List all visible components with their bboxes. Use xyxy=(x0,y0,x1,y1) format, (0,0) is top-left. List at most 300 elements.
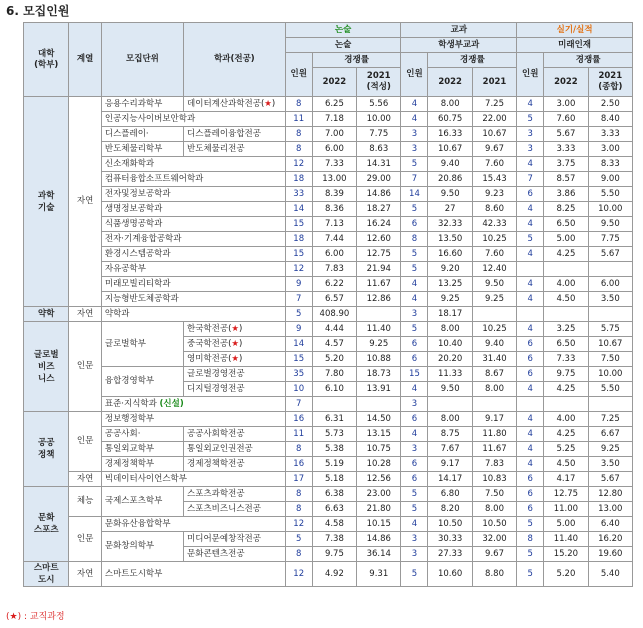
group-cell xyxy=(24,97,69,307)
unit-cell xyxy=(101,127,183,142)
unit-cell xyxy=(101,172,285,187)
unit-cell xyxy=(101,412,285,427)
header-type-subject: 교과 xyxy=(401,23,517,38)
subject-ratio-2022: 27 xyxy=(428,202,472,217)
practical-ratio-2021: 9.00 xyxy=(588,172,632,187)
header-univ: 대학 (학부) xyxy=(24,23,69,97)
practical-count: 6 xyxy=(517,352,544,367)
subject-count: 3 xyxy=(401,442,428,457)
subject-ratio-2022: 13.25 xyxy=(428,277,472,292)
header-count-subject: 인원 xyxy=(401,53,428,97)
practical-ratio-2022: 3.75 xyxy=(544,157,588,172)
practical-count: 6 xyxy=(517,487,544,502)
unit-cell xyxy=(101,427,183,442)
practical-count: 4 xyxy=(517,322,544,337)
practical-count: 6 xyxy=(517,472,544,487)
group-label: 정책 xyxy=(37,450,55,460)
dept-cell xyxy=(184,337,286,352)
subject-ratio-2022: 9.17 xyxy=(428,457,472,472)
table-row xyxy=(24,262,633,277)
dept-label: 데이터계산과학전공 xyxy=(187,98,261,109)
essay-ratio-2022: 6.57 xyxy=(312,292,356,307)
practical-ratio-2022: 4.50 xyxy=(544,457,588,472)
unit-cell xyxy=(101,517,285,532)
group-cell xyxy=(24,307,69,322)
admission-table xyxy=(23,22,633,587)
unit-cell xyxy=(101,187,285,202)
practical-count xyxy=(517,262,544,277)
subject-count: 4 xyxy=(401,292,428,307)
dept-label: 디지털경영전공 xyxy=(187,383,245,394)
essay-count: 16 xyxy=(285,457,312,472)
practical-ratio-2022: 7.33 xyxy=(544,352,588,367)
practical-count: 4 xyxy=(517,277,544,292)
dept-label: 스포츠비즈니스전공 xyxy=(187,503,261,514)
practical-ratio-2022 xyxy=(544,397,588,412)
subject-count: 3 xyxy=(401,532,428,547)
essay-ratio-2022: 5.18 xyxy=(312,472,356,487)
practical-ratio-2022: 4.50 xyxy=(544,292,588,307)
subject-count: 3 xyxy=(401,397,428,412)
subject-ratio-2021: 10.25 xyxy=(472,232,516,247)
field-cell: 자연 xyxy=(69,562,101,587)
table-row xyxy=(24,187,633,202)
table-body xyxy=(24,97,633,587)
subject-count: 6 xyxy=(401,352,428,367)
subject-count: 5 xyxy=(401,157,428,172)
group-label: 스마트 xyxy=(33,563,59,573)
essay-count: 11 xyxy=(285,112,312,127)
subject-ratio-2022: 10.67 xyxy=(428,142,472,157)
practical-count: 6 xyxy=(517,187,544,202)
essay-count: 8 xyxy=(285,127,312,142)
unit-label: 융합경영학부 xyxy=(104,376,155,386)
essay-ratio-2021: 5.56 xyxy=(357,97,401,112)
field-cell: 체능 xyxy=(69,487,101,517)
essay-count: 12 xyxy=(285,562,312,587)
subject-ratio-2021: 12.40 xyxy=(472,262,516,277)
dept-cell xyxy=(184,502,286,517)
unit-label: 응용수리과학부 xyxy=(104,98,163,109)
table-row xyxy=(24,442,633,457)
subject-ratio-2021 xyxy=(472,307,516,322)
unit-label: 빅데이터사이언스학부 xyxy=(104,473,187,484)
practical-ratio-2022: 3.33 xyxy=(544,142,588,157)
practical-ratio-2022: 11.00 xyxy=(544,502,588,517)
essay-ratio-2021: 21.94 xyxy=(357,262,401,277)
subject-ratio-2022: 27.33 xyxy=(428,547,472,562)
unit-label: 문화창의학부 xyxy=(104,541,155,551)
field-cell: 자연 xyxy=(69,97,101,307)
dept-label: 글로벌경영전공 xyxy=(187,368,245,379)
practical-ratio-2022 xyxy=(544,262,588,277)
subject-ratio-2022: 32.33 xyxy=(428,217,472,232)
subject-ratio-2021: 22.00 xyxy=(472,112,516,127)
subject-ratio-2021: 11.67 xyxy=(472,442,516,457)
group-label: 도시 xyxy=(37,575,55,585)
unit-cell xyxy=(101,232,285,247)
practical-ratio-2022: 7.60 xyxy=(544,112,588,127)
essay-count: 7 xyxy=(285,397,312,412)
essay-ratio-2021: 14.31 xyxy=(357,157,401,172)
subject-count: 4 xyxy=(401,112,428,127)
practical-ratio-2021: 5.50 xyxy=(588,187,632,202)
dept-label: 문화콘텐츠전공 xyxy=(187,548,245,559)
practical-count: 5 xyxy=(517,112,544,127)
subject-ratio-2021: 11.80 xyxy=(472,427,516,442)
subject-ratio-2022: 8.75 xyxy=(428,427,472,442)
star-icon: ★ xyxy=(231,338,240,349)
essay-ratio-2021: 36.14 xyxy=(357,547,401,562)
essay-count: 8 xyxy=(285,487,312,502)
essay-ratio-2022: 6.22 xyxy=(312,277,356,292)
essay-ratio-2021: 13.91 xyxy=(357,382,401,397)
practical-ratio-2022: 5.00 xyxy=(544,517,588,532)
header-2022-practical: 2022 xyxy=(544,68,588,97)
subject-count: 5 xyxy=(401,262,428,277)
dept-cell xyxy=(184,487,286,502)
subject-count: 3 xyxy=(401,142,428,157)
group-label: 약학 xyxy=(37,309,55,319)
essay-ratio-2022: 7.00 xyxy=(312,127,356,142)
essay-ratio-2021: 7.75 xyxy=(357,127,401,142)
table-row xyxy=(24,532,633,547)
header-ratio-practical: 경쟁률 xyxy=(544,53,633,68)
subject-ratio-2022: 10.50 xyxy=(428,517,472,532)
subject-ratio-2021: 31.40 xyxy=(472,352,516,367)
section-title: 6. 모집인원 xyxy=(6,4,70,18)
unit-label: 환경시스템공학과 xyxy=(104,248,171,259)
unit-cell xyxy=(101,217,285,232)
star-icon: ★ xyxy=(231,353,240,364)
subject-count: 3 xyxy=(401,547,428,562)
practical-ratio-2022: 5.20 xyxy=(544,562,588,587)
practical-ratio-2022: 8.25 xyxy=(544,202,588,217)
unit-cell xyxy=(101,322,183,367)
subject-ratio-2021: 8.80 xyxy=(472,562,516,587)
essay-ratio-2021: 12.75 xyxy=(357,247,401,262)
dept-label: 경제정책학전공 xyxy=(187,458,245,469)
essay-ratio-2021: 29.00 xyxy=(357,172,401,187)
header-2021-essay: 2021 (적성) xyxy=(357,68,401,97)
table-row xyxy=(24,172,633,187)
essay-ratio-2021: 21.80 xyxy=(357,502,401,517)
essay-ratio-2021: 13.15 xyxy=(357,427,401,442)
essay-count: 14 xyxy=(285,337,312,352)
essay-ratio-2021: 10.28 xyxy=(357,457,401,472)
practical-ratio-2021: 7.75 xyxy=(588,232,632,247)
practical-ratio-2021: 8.40 xyxy=(588,112,632,127)
unit-cell xyxy=(101,307,285,322)
footnote: (★) : 교직과정 xyxy=(6,612,65,622)
unit-cell xyxy=(101,292,285,307)
subject-count: 4 xyxy=(401,382,428,397)
dept-label-open: ( xyxy=(260,98,265,109)
subject-ratio-2021: 42.33 xyxy=(472,217,516,232)
essay-ratio-2021: 12.60 xyxy=(357,232,401,247)
practical-ratio-2021: 8.33 xyxy=(588,157,632,172)
unit-label: 디스플레이· xyxy=(104,128,149,139)
essay-ratio-2022: 5.20 xyxy=(312,352,356,367)
unit-cell xyxy=(101,277,285,292)
field-cell: 인문 xyxy=(69,517,101,562)
essay-ratio-2022: 7.44 xyxy=(312,232,356,247)
dept-cell xyxy=(184,127,286,142)
essay-ratio-2021: 12.86 xyxy=(357,292,401,307)
practical-count: 4 xyxy=(517,442,544,457)
essay-ratio-2022: 4.58 xyxy=(312,517,356,532)
unit-label: 신소재화학과 xyxy=(104,158,155,169)
subject-count: 8 xyxy=(401,232,428,247)
practical-ratio-2021: 13.00 xyxy=(588,502,632,517)
practical-ratio-2022: 4.17 xyxy=(544,472,588,487)
subject-ratio-2021: 10.83 xyxy=(472,472,516,487)
practical-ratio-2021: 10.67 xyxy=(588,337,632,352)
table-row xyxy=(24,427,633,442)
essay-ratio-2022 xyxy=(312,397,356,412)
table-row xyxy=(24,217,633,232)
practical-ratio-2021: 10.00 xyxy=(588,367,632,382)
dept-cell xyxy=(184,322,286,337)
essay-ratio-2021: 18.27 xyxy=(357,202,401,217)
dept-cell xyxy=(184,352,286,367)
group-label: 과학 xyxy=(37,190,55,201)
practical-ratio-2021: 9.25 xyxy=(588,442,632,457)
unit-label: 정보행정학부 xyxy=(104,413,155,424)
practical-ratio-2022: 8.57 xyxy=(544,172,588,187)
subject-ratio-2021: 7.60 xyxy=(472,157,516,172)
subject-ratio-2022: 8.00 xyxy=(428,322,472,337)
unit-cell xyxy=(101,142,183,157)
subject-ratio-2021: 7.60 xyxy=(472,247,516,262)
practical-ratio-2021: 6.67 xyxy=(588,427,632,442)
subject-count: 6 xyxy=(401,472,428,487)
subject-ratio-2022: 16.33 xyxy=(428,127,472,142)
subject-ratio-2022: 18.17 xyxy=(428,307,472,322)
practical-ratio-2021: 12.80 xyxy=(588,487,632,502)
unit-cell xyxy=(101,532,183,562)
practical-ratio-2021: 3.50 xyxy=(588,457,632,472)
table-row xyxy=(24,307,633,322)
essay-count: 11 xyxy=(285,427,312,442)
dept-label: 반도체물리전공 xyxy=(187,143,245,154)
subject-ratio-2021: 15.43 xyxy=(472,172,516,187)
unit-cell xyxy=(101,262,285,277)
practical-ratio-2021: 19.60 xyxy=(588,547,632,562)
subject-count: 6 xyxy=(401,337,428,352)
table-row xyxy=(24,367,633,382)
header-field: 계열 xyxy=(69,23,101,97)
essay-ratio-2022: 8.36 xyxy=(312,202,356,217)
dept-cell xyxy=(184,382,286,397)
header-2022-essay: 2022 xyxy=(312,68,356,97)
subject-ratio-2022: 9.50 xyxy=(428,187,472,202)
subject-ratio-2021: 8.60 xyxy=(472,202,516,217)
subject-ratio-2021: 10.50 xyxy=(472,517,516,532)
table-row xyxy=(24,472,633,487)
table-row xyxy=(24,202,633,217)
subject-count: 5 xyxy=(401,247,428,262)
essay-count: 9 xyxy=(285,322,312,337)
practical-count: 4 xyxy=(517,457,544,472)
essay-ratio-2022: 408.90 xyxy=(312,307,356,322)
practical-ratio-2021: 5.40 xyxy=(588,562,632,587)
group-cell xyxy=(24,487,69,562)
essay-ratio-2021: 14.86 xyxy=(357,187,401,202)
subject-ratio-2022: 10.60 xyxy=(428,562,472,587)
unit-label: 식품생명공학과 xyxy=(104,218,163,229)
group-label: 기술 xyxy=(37,202,55,213)
practical-ratio-2022: 12.75 xyxy=(544,487,588,502)
table-row xyxy=(24,562,633,587)
practical-count: 4 xyxy=(517,97,544,112)
essay-ratio-2021: 10.15 xyxy=(357,517,401,532)
essay-count: 18 xyxy=(285,172,312,187)
table-row xyxy=(24,112,633,127)
header-count-practical: 인원 xyxy=(517,53,544,97)
practical-ratio-2022: 9.75 xyxy=(544,367,588,382)
essay-ratio-2021: 11.40 xyxy=(357,322,401,337)
table-row xyxy=(24,517,633,532)
essay-count: 17 xyxy=(285,472,312,487)
essay-ratio-2021: 8.63 xyxy=(357,142,401,157)
subject-ratio-2021: 9.40 xyxy=(472,337,516,352)
essay-ratio-2022: 6.38 xyxy=(312,487,356,502)
unit-label: 컴퓨터융합소프트웨어학과 xyxy=(104,173,204,184)
subject-count: 6 xyxy=(401,217,428,232)
subject-count: 5 xyxy=(401,322,428,337)
unit-label: 글로벌학부 xyxy=(104,338,146,349)
practical-count: 4 xyxy=(517,427,544,442)
essay-ratio-2022: 6.63 xyxy=(312,502,356,517)
practical-ratio-2021: 5.67 xyxy=(588,472,632,487)
subject-count: 7 xyxy=(401,172,428,187)
essay-count: 8 xyxy=(285,442,312,457)
subject-ratio-2022: 8.20 xyxy=(428,502,472,517)
essay-ratio-2022: 5.73 xyxy=(312,427,356,442)
subject-ratio-2021: 9.50 xyxy=(472,277,516,292)
unit-label: 국제스포츠학부 xyxy=(104,496,163,506)
group-cell xyxy=(24,562,69,587)
field-cell: 자연 xyxy=(69,307,101,322)
practical-count: 4 xyxy=(517,202,544,217)
subject-count: 4 xyxy=(401,427,428,442)
practical-count: 5 xyxy=(517,547,544,562)
subject-ratio-2022: 11.33 xyxy=(428,367,472,382)
header-sub-essay: 논술 xyxy=(285,38,401,53)
group-label: 스포츠 xyxy=(33,525,59,535)
group-label: 글로벌 xyxy=(33,349,59,360)
essay-count: 8 xyxy=(285,502,312,517)
dept-label: 중국학전공( xyxy=(187,338,232,349)
essay-count: 12 xyxy=(285,157,312,172)
unit-label: 표준·지식학과 xyxy=(104,398,160,409)
dept-label-close: ) xyxy=(239,323,243,334)
dept-label-close: ) xyxy=(239,338,243,349)
practical-ratio-2021 xyxy=(588,397,632,412)
essay-count: 16 xyxy=(285,412,312,427)
practical-ratio-2022: 3.25 xyxy=(544,322,588,337)
header-2022-subject: 2022 xyxy=(428,68,472,97)
subject-ratio-2022: 14.17 xyxy=(428,472,472,487)
essay-ratio-2022: 4.44 xyxy=(312,322,356,337)
subject-ratio-2022: 6.80 xyxy=(428,487,472,502)
practical-ratio-2021: 16.20 xyxy=(588,532,632,547)
practical-ratio-2022: 4.00 xyxy=(544,412,588,427)
practical-count: 5 xyxy=(517,517,544,532)
subject-ratio-2021: 9.67 xyxy=(472,142,516,157)
subject-ratio-2022: 30.33 xyxy=(428,532,472,547)
essay-ratio-2021 xyxy=(357,397,401,412)
field-cell: 인문 xyxy=(69,412,101,472)
header-ratio-subject: 경쟁률 xyxy=(428,53,517,68)
dept-label: 디스플레이융합전공 xyxy=(187,128,261,139)
essay-ratio-2022: 13.00 xyxy=(312,172,356,187)
dept-label: 영미학전공( xyxy=(187,353,232,364)
header-count-essay: 인원 xyxy=(285,53,312,97)
star-icon: ★ xyxy=(264,98,272,109)
header-unit: 모집단위 xyxy=(101,23,183,97)
practical-count: 4 xyxy=(517,157,544,172)
header-2021-practical: 2021 (종합) xyxy=(588,68,632,97)
subject-ratio-2022: 10.40 xyxy=(428,337,472,352)
unit-label: 자유공학부 xyxy=(104,263,146,274)
practical-ratio-2021: 3.00 xyxy=(588,142,632,157)
practical-ratio-2022: 5.67 xyxy=(544,127,588,142)
unit-cell xyxy=(101,457,183,472)
group-label: 문화 xyxy=(37,513,55,523)
dept-label-close: ) xyxy=(271,98,276,109)
subject-ratio-2021: 9.67 xyxy=(472,547,516,562)
subject-count: 4 xyxy=(401,277,428,292)
practical-ratio-2022: 11.40 xyxy=(544,532,588,547)
essay-count: 5 xyxy=(285,307,312,322)
practical-count: 8 xyxy=(517,532,544,547)
essay-count: 15 xyxy=(285,247,312,262)
subject-ratio-2022: 8.00 xyxy=(428,412,472,427)
subject-ratio-2021: 7.25 xyxy=(472,97,516,112)
essay-count: 8 xyxy=(285,142,312,157)
dept-cell xyxy=(184,142,286,157)
essay-count: 9 xyxy=(285,277,312,292)
practical-ratio-2022: 5.00 xyxy=(544,232,588,247)
essay-ratio-2021: 9.25 xyxy=(357,337,401,352)
practical-ratio-2021: 3.33 xyxy=(588,127,632,142)
subject-ratio-2022: 7.67 xyxy=(428,442,472,457)
new-badge: (신설) xyxy=(159,398,184,409)
practical-ratio-2022: 5.25 xyxy=(544,442,588,457)
dept-cell xyxy=(184,457,286,472)
practical-ratio-2022: 6.50 xyxy=(544,217,588,232)
unit-label: 통일외교학부 xyxy=(104,443,155,454)
essay-count: 8 xyxy=(285,97,312,112)
practical-count: 3 xyxy=(517,142,544,157)
subject-ratio-2021: 10.67 xyxy=(472,127,516,142)
essay-ratio-2022: 6.25 xyxy=(312,97,356,112)
unit-cell xyxy=(101,442,183,457)
subject-ratio-2022: 9.50 xyxy=(428,382,472,397)
essay-count: 15 xyxy=(285,217,312,232)
subject-count: 6 xyxy=(401,457,428,472)
practical-count xyxy=(517,307,544,322)
essay-ratio-2022: 7.80 xyxy=(312,367,356,382)
practical-ratio-2021: 7.50 xyxy=(588,352,632,367)
essay-ratio-2022: 5.38 xyxy=(312,442,356,457)
subject-ratio-2022: 20.86 xyxy=(428,172,472,187)
table-row xyxy=(24,457,633,472)
subject-count: 4 xyxy=(401,97,428,112)
header-dept: 학과(전공) xyxy=(184,23,286,97)
